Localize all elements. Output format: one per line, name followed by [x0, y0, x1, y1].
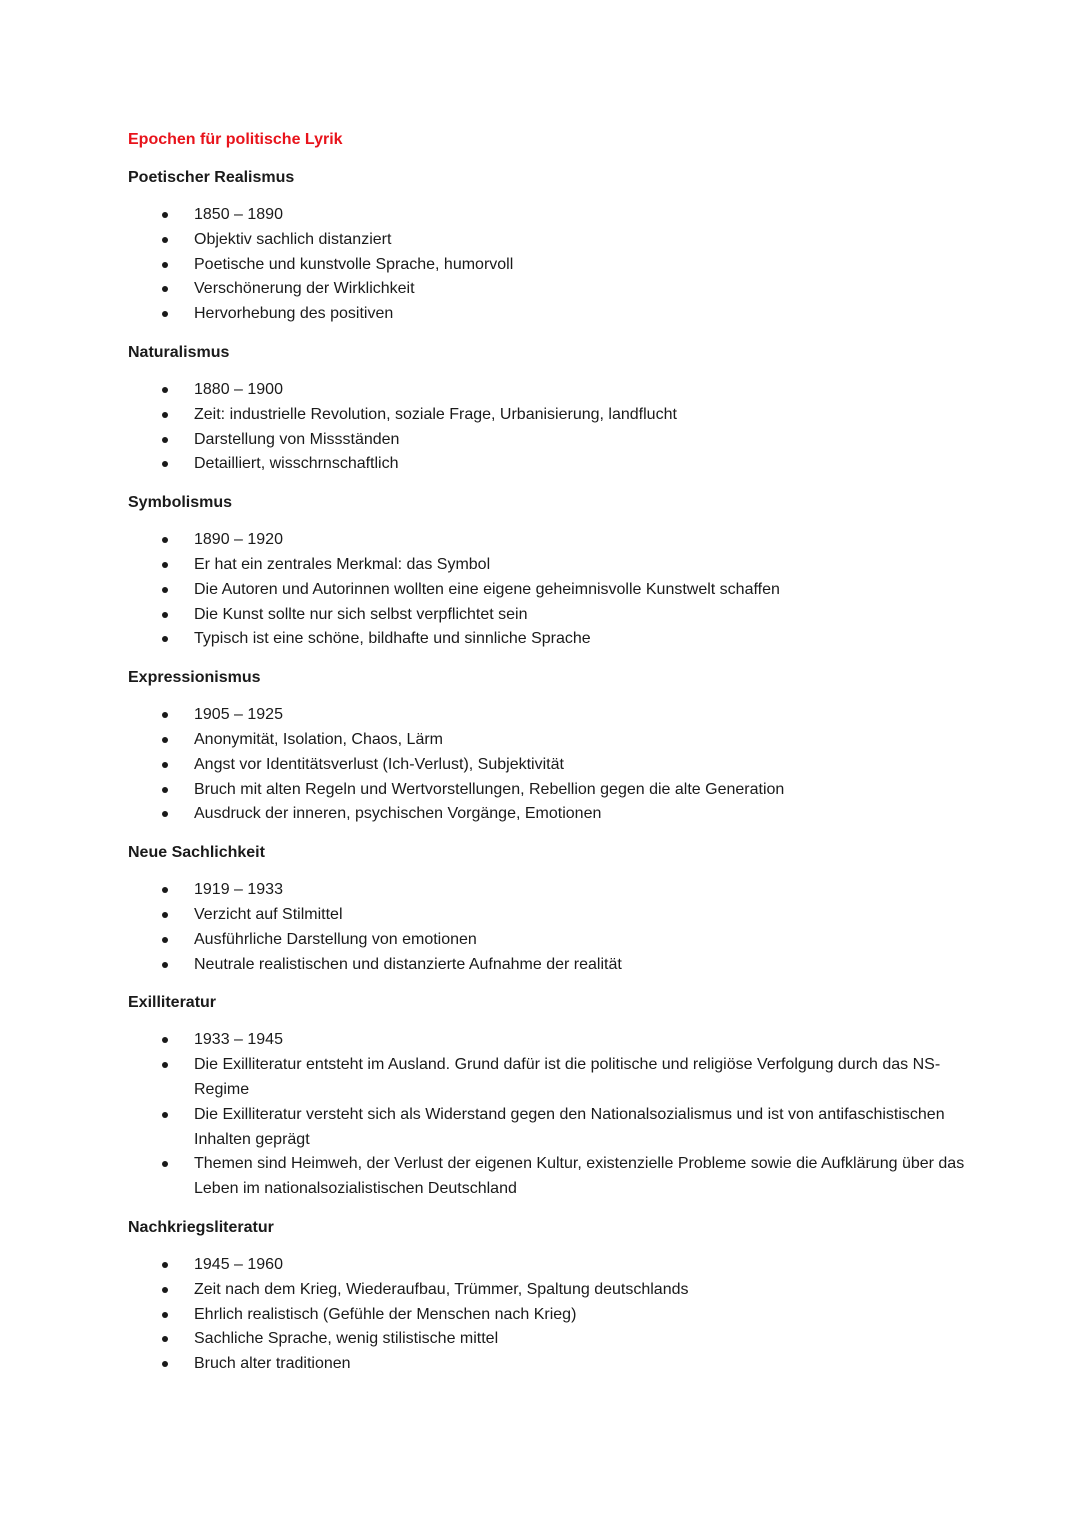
bullet-icon [162, 887, 168, 893]
bullet-icon [162, 286, 168, 292]
list-item [128, 253, 968, 278]
bullet-list [128, 528, 968, 652]
list-item [128, 928, 968, 953]
list-item-text: Die Exilliteratur versteht sich als Widerstand gegen den Nationalsozialismus und ist von antifaschistischen Inhalten geprägt [194, 1105, 945, 1148]
sections-container [128, 166, 968, 1377]
list-item [128, 1053, 968, 1103]
bullet-icon [162, 762, 168, 768]
list-item [128, 953, 968, 978]
list-item-text: Er hat ein zentrales Merkmal: das Symbol [194, 555, 491, 573]
list-item-text: Die Exilliteratur entsteht im Ausland. Grund dafür ist die politische und religiöse Verfolgung durch das NS-Regime [194, 1056, 941, 1098]
list-item [128, 1327, 968, 1352]
bullet-icon [162, 962, 168, 968]
list-item [128, 1278, 968, 1303]
section-exilliteratur [128, 991, 968, 1202]
list-item-text: 1933 – 1945 [194, 1031, 283, 1049]
list-item-text: Sachliche Sprache, wenig stilistische mittel [194, 1330, 499, 1348]
bullet-icon [162, 437, 168, 443]
list-item-text: Ausführliche Darstellung von emotionen [194, 930, 477, 948]
list-item-text: Verschönerung der Wirklichkeit [194, 280, 415, 298]
list-item [128, 778, 968, 803]
bullet-list [128, 1028, 968, 1202]
list-item-text: Die Autoren und Autorinnen wollten eine eigene geheimnisvolle Kunstwelt schaffen [194, 580, 780, 598]
section-heading: Nachkriegsliteratur [128, 1218, 274, 1236]
bullet-icon [162, 537, 168, 543]
list-item-text: Die Kunst sollte nur sich selbst verpflichtet sein [194, 605, 528, 623]
list-item [128, 403, 968, 428]
bullet-icon [162, 787, 168, 793]
bullet-icon [162, 1112, 168, 1118]
list-item-text: Detailliert, wisschrnschaftlich [194, 455, 399, 473]
bullet-icon [162, 737, 168, 743]
list-item [128, 553, 968, 578]
section-naturalismus [128, 341, 968, 477]
bullet-icon [162, 1312, 168, 1318]
list-item [128, 603, 968, 628]
bullet-icon [162, 1287, 168, 1293]
list-item [128, 428, 968, 453]
list-item [128, 1028, 968, 1053]
bullet-icon [162, 612, 168, 618]
list-item-text: Zeit nach dem Krieg, Wiederaufbau, Trümmer, Spaltung deutschlands [194, 1280, 689, 1298]
list-item [128, 1352, 968, 1377]
list-item [128, 802, 968, 827]
bullet-list [128, 703, 968, 827]
list-item-text: Zeit: industrielle Revolution, soziale Frage, Urbanisierung, landflucht [194, 405, 677, 423]
bullet-icon [162, 1336, 168, 1342]
list-item-text: Darstellung von Missständen [194, 430, 400, 448]
section-nachkriegsliteratur [128, 1216, 968, 1377]
list-item-text: Bruch alter traditionen [194, 1355, 351, 1373]
section-poetischer-realismus [128, 166, 968, 327]
list-item-text: Anonymität, Isolation, Chaos, Lärm [194, 730, 444, 748]
section-symbolismus [128, 491, 968, 652]
list-item-text: 1850 – 1890 [194, 206, 283, 223]
list-item-text: Neutrale realistischen und distanzierte Aufnahme der realität [194, 955, 622, 973]
list-item-text: Ausdruck der inneren, psychischen Vorgänge, Emotionen [194, 805, 602, 823]
bullet-list [128, 1253, 968, 1377]
bullet-icon [162, 587, 168, 593]
section-heading: Poetischer Realismus [128, 169, 295, 186]
list-item-text: 1905 – 1925 [194, 706, 283, 724]
list-item-text: Poetische und kunstvolle Sprache, humorvoll [194, 255, 514, 273]
list-item [128, 703, 968, 728]
list-item-text: 1945 – 1960 [194, 1255, 283, 1273]
bullet-icon [162, 387, 168, 393]
list-item [128, 1152, 968, 1202]
section-heading: Expressionismus [128, 669, 261, 687]
list-item [128, 277, 968, 302]
list-item-text: 1880 – 1900 [194, 380, 283, 398]
list-item [128, 578, 968, 603]
list-item-text: Ehrlich realistisch (Gefühle der Menschen nach Krieg) [194, 1305, 577, 1323]
section-heading: Exilliteratur [128, 994, 217, 1012]
document-page [128, 128, 968, 1391]
section-heading: Naturalismus [128, 343, 230, 361]
bullet-icon [162, 262, 168, 268]
list-item-text: 1919 – 1933 [194, 881, 283, 899]
list-item-text: Objektiv sachlich distanziert [194, 230, 392, 248]
list-item [128, 1253, 968, 1278]
list-item [128, 627, 968, 652]
list-item-text: 1890 – 1920 [194, 531, 283, 549]
bullet-icon [162, 1262, 168, 1268]
list-item-text: Themen sind Heimweh, der Verlust der eigenen Kultur, existenzielle Probleme sowie die Aufklärung über das Leben im nationalsozialistischen Deutschland [194, 1155, 965, 1198]
bullet-icon [162, 1062, 168, 1068]
list-item [128, 903, 968, 928]
bullet-icon [162, 1161, 168, 1167]
bullet-icon [162, 212, 168, 218]
bullet-icon [162, 712, 168, 718]
bullet-icon [162, 412, 168, 418]
list-item-text: Typisch ist eine schöne, bildhafte und sinnliche Sprache [194, 630, 591, 648]
bullet-list [128, 378, 968, 477]
list-item [128, 728, 968, 753]
bullet-list [128, 878, 968, 977]
bullet-icon [162, 1361, 168, 1367]
list-item-text: Bruch mit alten Regeln und Wertvorstellungen, Rebellion gegen die alte Generation [194, 780, 785, 798]
list-item-text: Hervorhebung des positiven [194, 305, 394, 323]
list-item [128, 753, 968, 778]
section-heading: Neue Sachlichkeit [128, 844, 265, 862]
bullet-icon [162, 311, 168, 317]
list-item [128, 878, 968, 903]
list-item [128, 203, 968, 228]
list-item [128, 228, 968, 253]
list-item [128, 1103, 968, 1153]
bullet-icon [162, 937, 168, 943]
list-item-text: Verzicht auf Stilmittel [194, 905, 343, 923]
bullet-icon [162, 461, 168, 467]
bullet-icon [162, 636, 168, 642]
bullet-icon [162, 562, 168, 568]
section-expressionismus [128, 666, 968, 827]
section-heading: Symbolismus [128, 494, 233, 512]
list-item [128, 302, 968, 327]
list-item [128, 528, 968, 553]
document-title: Epochen für politische Lyrik [128, 131, 343, 148]
section-neue-sachlichkeit [128, 841, 968, 977]
bullet-icon [162, 811, 168, 817]
bullet-icon [162, 912, 168, 918]
list-item [128, 1303, 968, 1328]
bullet-icon [162, 1037, 168, 1043]
list-item [128, 378, 968, 403]
bullet-list [128, 203, 968, 327]
bullet-icon [162, 237, 168, 243]
list-item-text: Angst vor Identitätsverlust (Ich-Verlust), Subjektivität [194, 755, 564, 773]
list-item [128, 452, 968, 477]
